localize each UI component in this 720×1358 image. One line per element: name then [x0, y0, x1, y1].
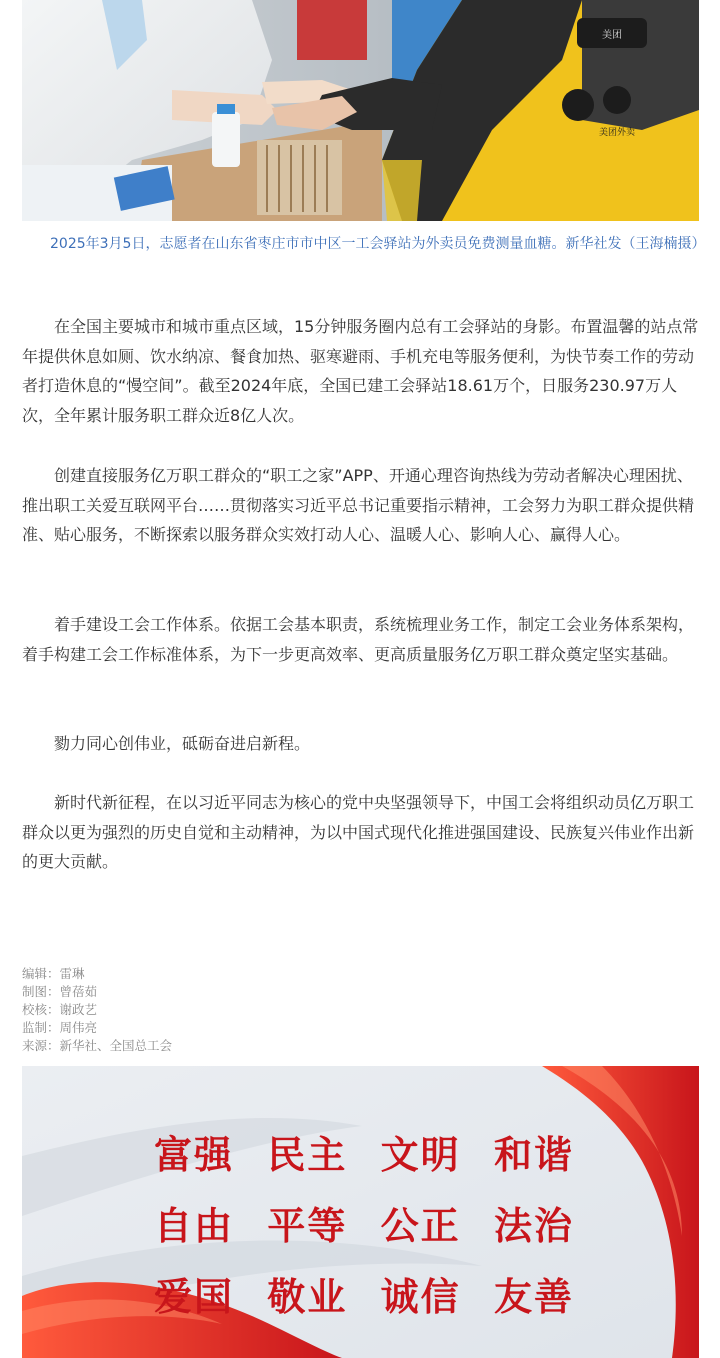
value-word: 敬业 — [267, 1274, 348, 1319]
values-row-2 — [154, 1187, 574, 1258]
value-word: 民主 — [267, 1132, 348, 1177]
value-word: 诚信 — [380, 1274, 461, 1319]
credit-supervisor: 监制：周伟亮 — [22, 1020, 98, 1035]
value-word: 自由 — [154, 1203, 235, 1248]
values-row-3 — [154, 1258, 574, 1329]
paragraph-3: 着手建设工会工作体系。依据工会基本职责，系统梳理业务工作，制定工会业务体系架构，着手构建工会工作标准体系，为下一步更高效率、更高质量服务亿万职工群众奠定坚实基础。 — [22, 615, 695, 664]
value-word: 和谐 — [493, 1132, 574, 1177]
core-values-poster — [22, 1066, 699, 1358]
value-word: 公正 — [380, 1203, 461, 1248]
value-word: 爱国 — [154, 1274, 235, 1319]
vest-logo-text: 美团 — [602, 30, 622, 41]
value-word: 文明 — [380, 1132, 461, 1177]
paragraph-2: 创建直接服务亿万职工群众的“职工之家”APP、开通心理咨询热线为劳动者解决心理困扰、推出职工关爱互联网平台……贯彻落实习近平总书记重要指示精神，工会努力为职工群众提供精准、贴心服务，不断探索以服务群众实效打动人心、温暖人心、影响人心、赢得人心。 — [22, 466, 695, 544]
paragraph-1: 在全国主要城市和城市重点区域，15分钟服务圈内总有工会驿站的身影。布置温馨的站点常年提供休息如厕、饮水纳凉、餐食加热、驱寒避雨、手机充电等服务便利，为快节奏工作的劳动者打造休息的“慢空间”。截至2024年底，全国已建工会驿站18.61万个，日服务230.97万人次，全年累计服务职工群众近8亿人次。 — [22, 317, 699, 425]
article-photo — [22, 0, 699, 221]
vest-brand-text: 美团外卖 — [598, 128, 636, 138]
credit-graphics: 制图：曾蓓茹 — [22, 984, 98, 999]
value-word: 友善 — [493, 1274, 574, 1319]
credit-editor: 编辑：雷琳 — [22, 966, 85, 981]
photo-caption: 2025年3月5日，志愿者在山东省枣庄市市中区一工会驿站为外卖员免费测量血糖。新华社发（王海楠摄） — [50, 236, 706, 252]
value-word: 富强 — [154, 1132, 235, 1177]
values-row-1 — [154, 1116, 574, 1187]
value-word: 法治 — [493, 1203, 574, 1248]
core-values-grid — [154, 1116, 574, 1329]
paragraph-4: 勠力同心创伟业，砥砺奋进启新程。 — [54, 734, 311, 753]
photo-illustration — [22, 0, 699, 221]
credit-proofread: 校核：谢政艺 — [22, 1002, 98, 1017]
value-word: 平等 — [267, 1203, 348, 1248]
credit-source: 来源：新华社、全国总工会 — [22, 1038, 173, 1053]
article-credits — [22, 965, 422, 1055]
paragraph-5: 新时代新征程，在以习近平同志为核心的党中央坚强领导下，中国工会将组织动员亿万职工群众以更为强烈的历史自觉和主动精神，为以中国式现代化推进强国建设、民族复兴伟业作出新的更大贡献。 — [22, 793, 695, 871]
